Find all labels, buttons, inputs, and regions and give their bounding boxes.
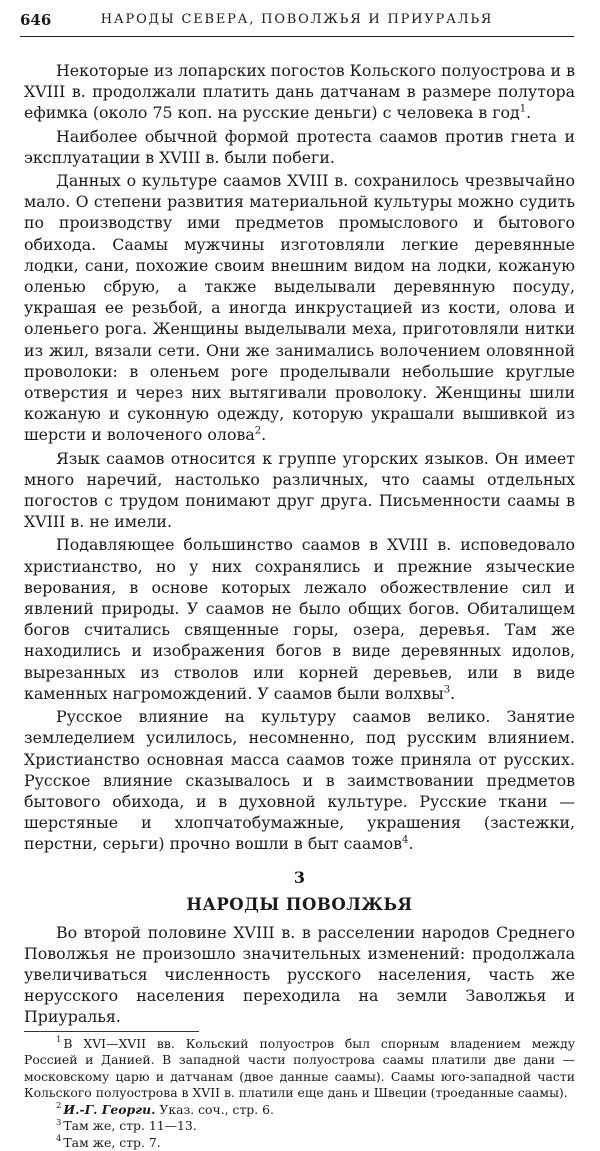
running-head: НАРОДЫ СЕВЕРА, ПОВОЛЖЬЯ И ПРИУРАЛЬЯ (100, 12, 494, 27)
body-text (24, 60, 575, 1151)
paragraph: Некоторые из лопарских погостов Кольского полуострова и в XVIII в. продолжали платить дань датчанам в размере полутора ефимка (около 75 коп. на русские деньги) с человека в год$^1$. (24, 61, 575, 123)
paragraph: Русское влияние на культуру саамов велико. Занятие земледелием усилилось, несомненно, под русским влиянием. Христианство основная масса саамов тоже приняла от русских. Русское влияние сказывалось и в заимствовании предметов бытового обихода, и в духовной культуре. Русские ткани — шерстяные и хлопчатобумажные, украшения (застежки, перстни, серьги) прочно вошли в быт саамов$^4$. (24, 707, 575, 854)
footnote-number: 4 (56, 1134, 62, 1145)
footnote: $^1$ В XVI—XVII вв. Кольский полуостров был спорным владением между Россией и Данией. В западной части полуострова саамы платили две дани — московскому царю и датчанам (двое данные саамы). Саамы юго-западной части Кольского полуострова в XVII в. платили еще дань и Швеции (троеданные саамы). (24, 1035, 575, 1101)
section-number: 3 (293, 867, 306, 887)
page-header (20, 8, 574, 34)
section-title: НАРОДЫ ПОВОЛЖЬЯ (186, 894, 413, 914)
paragraph: Подавляющее большинство саамов в XVIII в. исповедовало христианство, но у них сохранялись и прежние языческие верования, в основе которых лежало обожествление сил и явлений природы. У саамов не было общих богов. Обиталищем богов считались священные горы, озера, деревья. Там же находились и изображения богов в виде деревянных идолов, вырезанных из стволов или корней деревьев, или в виде каменных нагромождений. У саамов были волхвы$^3$. (24, 535, 575, 703)
paragraph: Во второй половине XVIII в. в расселении народов Среднего Поволжья не произошло значительных изменений: продолжала увеличиваться численность русского населения, часть же нерусского населения переходила на земли Заволжья и Приуралья. (24, 922, 575, 1027)
footnote: $^2$ И.-Г. Георги. Указ. соч., стр. 6. (56, 1101, 274, 1117)
footnote-ref[interactable]: 3 (443, 684, 451, 696)
footnote-rule (24, 1031, 199, 1032)
footnotes (24, 1036, 575, 1151)
footnote-ref[interactable]: 1 (519, 104, 527, 116)
footnote-ref[interactable]: 4 (402, 835, 409, 847)
paragraph: Язык саамов относится к группе угорских языков. Он имеет много наречий, настолько различных, что саамы отдельных погостов с трудом понимают друг друга. Письменности саамы в XVIII в. не имели. (24, 448, 575, 532)
paragraph: Наиболее обычной формой протеста саамов против гнета и эксплуатации в XVIII в. были побеги. (24, 126, 575, 167)
footnote-number: 3 (56, 1117, 62, 1128)
footnote-author: И.-Г. Георги. (63, 1101, 156, 1117)
paragraph: Данных о культуре саамов XVIII в. сохранилось чрезвычайно мало. О степени развития материальной культуры можно судить по производству ими предметов промыслового и бытового обихода. Саамы мужчины изготовляли легкие деревянные лодки, сани, похожие своим внешним видом на лодки, кожаную оленью сбрую, а также выделывали деревянную посуду, украшая ее резьбой, а иногда инкрустацией из кости, олова и оленьего рога. Женщины выделывали меха, приготовляли нитки из жил, вязали сети. Они же занимались волочением оловянной проволоки: в оленьем роге проделывали небольшие круглые отверстия и через них вытягивали проволоку. Женщины шили кожаную и суконную одежду, которую украшали вышивкой из шерсти и волоченого олова$^2$. (24, 171, 575, 445)
footnote-ref[interactable]: 2 (254, 426, 262, 438)
footnote: $^4$ Там же, стр. 7. (56, 1134, 161, 1150)
page-number: 646 (20, 11, 52, 29)
footnote: $^3$ Там же, стр. 11—13. (56, 1117, 197, 1134)
header-rule (20, 36, 574, 37)
footnote-number: 1 (56, 1035, 62, 1046)
footnote-number: 2 (56, 1101, 62, 1112)
